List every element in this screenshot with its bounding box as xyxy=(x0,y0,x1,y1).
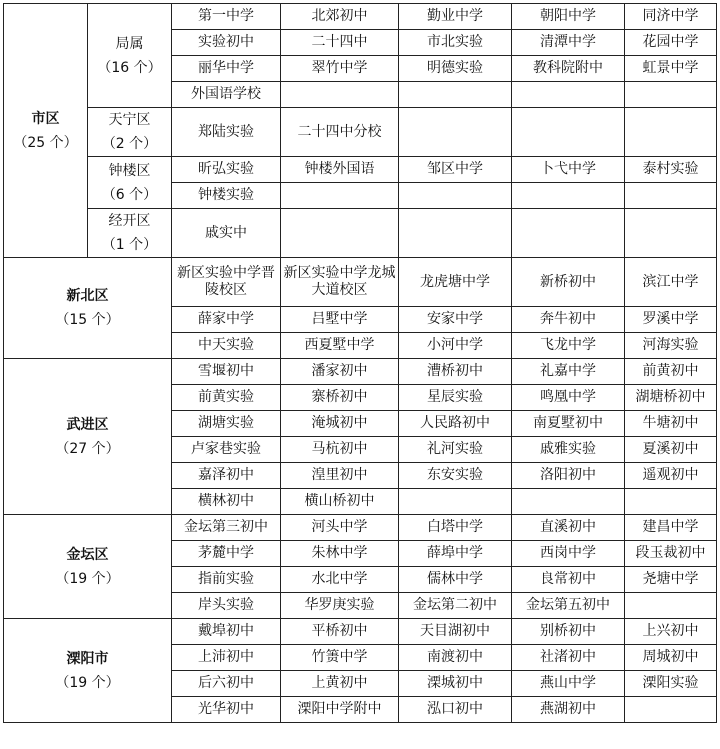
subregion-cell xyxy=(88,209,172,258)
school-name: 教科院附中 xyxy=(512,56,625,82)
region-cell xyxy=(4,515,172,619)
school-name xyxy=(399,108,512,157)
subregion-name: 局属 xyxy=(115,35,144,52)
school-name: 卢家巷实验 xyxy=(172,437,281,463)
school-name: 吕墅中学 xyxy=(281,307,399,333)
school-name: 金坛第三初中 xyxy=(172,515,281,541)
school-name: 尧塘中学 xyxy=(625,567,717,593)
school-name: 前黄实验 xyxy=(172,385,281,411)
subregion-name: 天宁区 xyxy=(108,112,151,128)
school-name: 嘉泽初中 xyxy=(172,463,281,489)
school-name: 郑陆实验 xyxy=(172,108,281,157)
school-name: 龙虎塘中学 xyxy=(399,258,512,307)
school-name: 横林初中 xyxy=(172,489,281,515)
table-row xyxy=(4,108,717,157)
school-name xyxy=(399,489,512,515)
school-name: 戚雅实验 xyxy=(512,437,625,463)
school-name xyxy=(625,593,717,619)
region-name: 溧阳市 xyxy=(66,650,109,667)
school-name: 华罗庚实验 xyxy=(281,593,399,619)
subregion-cell xyxy=(88,4,172,108)
school-name: 奔牛初中 xyxy=(512,307,625,333)
school-name: 戴埠初中 xyxy=(172,619,281,645)
school-name xyxy=(512,209,625,258)
school-name: 天目湖初中 xyxy=(399,619,512,645)
school-name: 第一中学 xyxy=(172,4,281,30)
subregion-count: （16 个） xyxy=(97,59,162,76)
subregion-cell xyxy=(88,108,172,157)
school-name: 花园中学 xyxy=(625,30,717,56)
school-name: 前黄初中 xyxy=(625,359,717,385)
school-name: 溧阳实验 xyxy=(625,671,717,697)
school-name: 周城初中 xyxy=(625,645,717,671)
school-name: 上沛初中 xyxy=(172,645,281,671)
subregion-count: （1 个） xyxy=(101,237,158,253)
school-name xyxy=(625,697,717,723)
school-name: 翠竹中学 xyxy=(281,56,399,82)
school-name: 金坛第二初中 xyxy=(399,593,512,619)
school-name: 实验初中 xyxy=(172,30,281,56)
school-name: 溧阳中学附中 xyxy=(281,697,399,723)
school-name: 寨桥初中 xyxy=(281,385,399,411)
school-name: 市北实验 xyxy=(399,30,512,56)
school-name: 新区实验中学晋陵校区 xyxy=(172,258,281,307)
school-name: 竹箦中学 xyxy=(281,645,399,671)
school-name: 洛阳初中 xyxy=(512,463,625,489)
school-name: 安家中学 xyxy=(399,307,512,333)
school-name: 茅麓中学 xyxy=(172,541,281,567)
school-name: 遥观初中 xyxy=(625,463,717,489)
school-name: 勤业中学 xyxy=(399,4,512,30)
school-name: 泰村实验 xyxy=(625,157,717,183)
school-name: 淹城初中 xyxy=(281,411,399,437)
school-name: 南渡初中 xyxy=(399,645,512,671)
subregion-name: 经开区 xyxy=(108,213,151,229)
school-name: 河海实验 xyxy=(625,333,717,359)
school-name: 燕山中学 xyxy=(512,671,625,697)
school-name xyxy=(399,82,512,108)
region-cell xyxy=(4,619,172,723)
region-name: 市区 xyxy=(31,110,60,127)
school-name: 牛塘初中 xyxy=(625,411,717,437)
school-name: 岸头实验 xyxy=(172,593,281,619)
school-name: 中天实验 xyxy=(172,333,281,359)
school-name: 上兴初中 xyxy=(625,619,717,645)
region-count: （15 个） xyxy=(55,312,120,328)
school-name: 朱林中学 xyxy=(281,541,399,567)
school-name xyxy=(399,183,512,209)
school-name: 礼河实验 xyxy=(399,437,512,463)
school-name: 戚实中 xyxy=(172,209,281,258)
school-name: 横山桥初中 xyxy=(281,489,399,515)
school-name: 丽华中学 xyxy=(172,56,281,82)
school-name: 马杭初中 xyxy=(281,437,399,463)
school-name: 雪堰初中 xyxy=(172,359,281,385)
school-name: 湖塘实验 xyxy=(172,411,281,437)
school-name: 星辰实验 xyxy=(399,385,512,411)
school-name: 光华初中 xyxy=(172,697,281,723)
school-name: 朝阳中学 xyxy=(512,4,625,30)
school-name: 社渚初中 xyxy=(512,645,625,671)
school-name: 后六初中 xyxy=(172,671,281,697)
region-cell xyxy=(4,258,172,359)
school-name xyxy=(281,82,399,108)
subregion-cell xyxy=(88,157,172,209)
school-name: 二十四中 xyxy=(281,30,399,56)
school-name: 湟里初中 xyxy=(281,463,399,489)
school-name: 北郊初中 xyxy=(281,4,399,30)
school-name: 南夏墅初中 xyxy=(512,411,625,437)
school-name xyxy=(512,183,625,209)
school-name xyxy=(625,209,717,258)
school-name: 水北中学 xyxy=(281,567,399,593)
school-name: 滨江中学 xyxy=(625,258,717,307)
school-name: 别桥初中 xyxy=(512,619,625,645)
school-name: 上黄初中 xyxy=(281,671,399,697)
school-name xyxy=(625,489,717,515)
school-name: 夏溪初中 xyxy=(625,437,717,463)
school-name xyxy=(281,183,399,209)
school-name xyxy=(399,209,512,258)
region-count: （19 个） xyxy=(55,570,120,587)
school-name: 良常初中 xyxy=(512,567,625,593)
school-name: 西夏墅中学 xyxy=(281,333,399,359)
school-name: 罗溪中学 xyxy=(625,307,717,333)
region-cell xyxy=(4,4,88,258)
school-name: 潘家初中 xyxy=(281,359,399,385)
school-name xyxy=(512,82,625,108)
region-count: （19 个） xyxy=(55,674,120,691)
region-name: 武进区 xyxy=(66,416,109,433)
school-name: 溧城初中 xyxy=(399,671,512,697)
school-name: 礼嘉中学 xyxy=(512,359,625,385)
school-name: 虹景中学 xyxy=(625,56,717,82)
school-name xyxy=(281,209,399,258)
table-row xyxy=(4,4,717,30)
subregion-name: 钟楼区 xyxy=(108,162,151,179)
school-name: 飞龙中学 xyxy=(512,333,625,359)
school-name: 新桥初中 xyxy=(512,258,625,307)
school-name: 邹区中学 xyxy=(399,157,512,183)
school-name: 昕弘实验 xyxy=(172,157,281,183)
school-name: 钟楼外国语 xyxy=(281,157,399,183)
school-name: 建昌中学 xyxy=(625,515,717,541)
school-name: 钟楼实验 xyxy=(172,183,281,209)
table-row xyxy=(4,209,717,258)
region-cell xyxy=(4,359,172,515)
table-row xyxy=(4,258,717,307)
table-row xyxy=(4,359,717,385)
school-name xyxy=(625,82,717,108)
school-name: 金坛第五初中 xyxy=(512,593,625,619)
school-name: 指前实验 xyxy=(172,567,281,593)
school-name: 燕湖初中 xyxy=(512,697,625,723)
school-name: 平桥初中 xyxy=(281,619,399,645)
school-name: 东安实验 xyxy=(399,463,512,489)
school-name: 同济中学 xyxy=(625,4,717,30)
table-row xyxy=(4,619,717,645)
school-name: 小河中学 xyxy=(399,333,512,359)
school-name: 直溪初中 xyxy=(512,515,625,541)
school-name: 儒林中学 xyxy=(399,567,512,593)
school-name: 清潭中学 xyxy=(512,30,625,56)
table-row xyxy=(4,515,717,541)
school-name: 外国语学校 xyxy=(172,82,281,108)
school-name xyxy=(625,183,717,209)
school-name: 明德实验 xyxy=(399,56,512,82)
school-name xyxy=(512,489,625,515)
school-name: 泓口初中 xyxy=(399,697,512,723)
region-name: 金坛区 xyxy=(66,546,109,563)
school-name: 人民路初中 xyxy=(399,411,512,437)
school-name: 漕桥初中 xyxy=(399,359,512,385)
school-table xyxy=(3,3,717,723)
subregion-count: （2 个） xyxy=(101,136,158,152)
table-row xyxy=(4,157,717,183)
school-name xyxy=(512,108,625,157)
region-count: （25 个） xyxy=(13,134,78,151)
school-name: 湖塘桥初中 xyxy=(625,385,717,411)
school-name: 薛家中学 xyxy=(172,307,281,333)
region-name: 新北区 xyxy=(66,288,109,304)
school-name: 鸣凰中学 xyxy=(512,385,625,411)
school-name: 白塔中学 xyxy=(399,515,512,541)
region-count: （27 个） xyxy=(55,440,120,457)
school-name: 河头中学 xyxy=(281,515,399,541)
subregion-count: （6 个） xyxy=(101,186,158,203)
school-name: 薛埠中学 xyxy=(399,541,512,567)
school-name: 西岗中学 xyxy=(512,541,625,567)
school-name: 二十四中分校 xyxy=(281,108,399,157)
school-name: 段玉裁初中 xyxy=(625,541,717,567)
school-name xyxy=(625,108,717,157)
school-name: 卜弋中学 xyxy=(512,157,625,183)
school-name: 新区实验中学龙城大道校区 xyxy=(281,258,399,307)
